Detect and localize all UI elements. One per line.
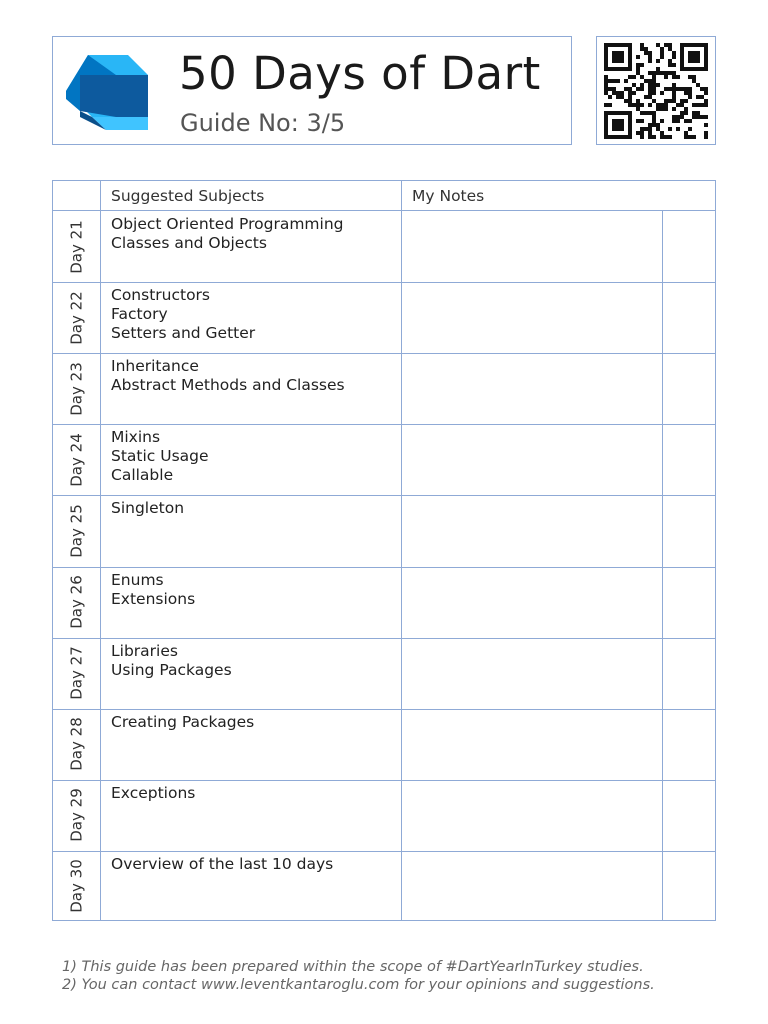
row-divider (53, 780, 715, 781)
day-label-text: Day 29 (68, 788, 87, 843)
day-label (53, 567, 101, 638)
subject-item: Inheritance (111, 357, 199, 376)
day-label (53, 282, 101, 353)
subject-item: Overview of the last 10 days (111, 854, 334, 873)
subject-list (111, 642, 232, 680)
qr-code-icon (604, 43, 708, 139)
row-divider (53, 495, 715, 496)
day-label (53, 353, 101, 424)
day-label (53, 709, 101, 780)
header-box (52, 36, 572, 145)
subject-item: Singleton (111, 499, 185, 518)
day-label-text: Day 30 (68, 859, 87, 914)
day-label-text: Day 22 (68, 290, 87, 345)
subject-item: Using Packages (111, 660, 232, 679)
dart-logo-icon (66, 55, 148, 130)
subject-list (111, 357, 345, 395)
day-label (53, 638, 101, 709)
subject-item: Object Oriented Programming (111, 215, 344, 233)
row-divider (53, 638, 715, 639)
day-label-text: Day 26 (68, 575, 87, 629)
subject-item: Setters and Getter (111, 324, 256, 343)
row-divider (53, 424, 715, 425)
day-label-text: Day 24 (68, 433, 87, 487)
subject-item: Enums (111, 570, 164, 589)
header-my-notes: My Notes (412, 187, 485, 205)
subject-item: Libraries (111, 641, 178, 660)
day-label-text: Day 25 (68, 504, 87, 558)
subject-list (111, 855, 333, 874)
page-title: 50 Days of Dart (179, 47, 541, 100)
subject-item: Static Usage (111, 447, 209, 466)
row-divider (53, 709, 715, 710)
subject-list (111, 713, 254, 732)
footer-notes (62, 958, 655, 994)
subject-item: Factory (111, 305, 168, 324)
subject-list (111, 428, 209, 485)
day-label-text: Day 21 (68, 219, 87, 274)
subjects-table (52, 180, 716, 921)
table-divider (53, 210, 715, 211)
subject-list (111, 215, 344, 253)
header-suggested-subjects: Suggested Subjects (111, 187, 265, 205)
row-divider (53, 353, 715, 354)
day-label-text: Day 28 (68, 717, 87, 771)
day-label (53, 780, 101, 851)
table-divider (662, 211, 663, 920)
subject-item: Extensions (111, 589, 196, 608)
subject-list (111, 499, 184, 518)
day-label (53, 424, 101, 495)
subject-list (111, 286, 255, 343)
qr-code-box (596, 36, 716, 145)
row-divider (53, 282, 715, 283)
day-label-text: Day 27 (68, 646, 87, 700)
subject-item: Callable (111, 466, 174, 485)
row-divider (53, 851, 715, 852)
subject-item: Abstract Methods and Classes (111, 376, 345, 395)
guide-number: Guide No: 3/5 (180, 109, 346, 137)
day-label (53, 495, 101, 566)
day-label (53, 851, 101, 922)
footer-note-1: 1) This guide has been prepared within the scope of #DartYearInTurkey studies. (62, 959, 644, 975)
table-divider (401, 181, 402, 920)
subject-item: Constructors (111, 286, 211, 305)
subject-item: Exceptions (111, 783, 196, 802)
footer-note-2: 2) You can contact www.leventkantaroglu.com for your opinions and suggestions. (62, 977, 655, 993)
day-label-text: Day 23 (68, 361, 87, 416)
subject-list (111, 571, 195, 609)
subject-item: Classes and Objects (111, 234, 267, 252)
subject-list (111, 784, 195, 803)
subject-item: Mixins (111, 428, 161, 447)
subject-item: Creating Packages (111, 712, 255, 731)
row-divider (53, 567, 715, 568)
day-label (53, 211, 101, 282)
